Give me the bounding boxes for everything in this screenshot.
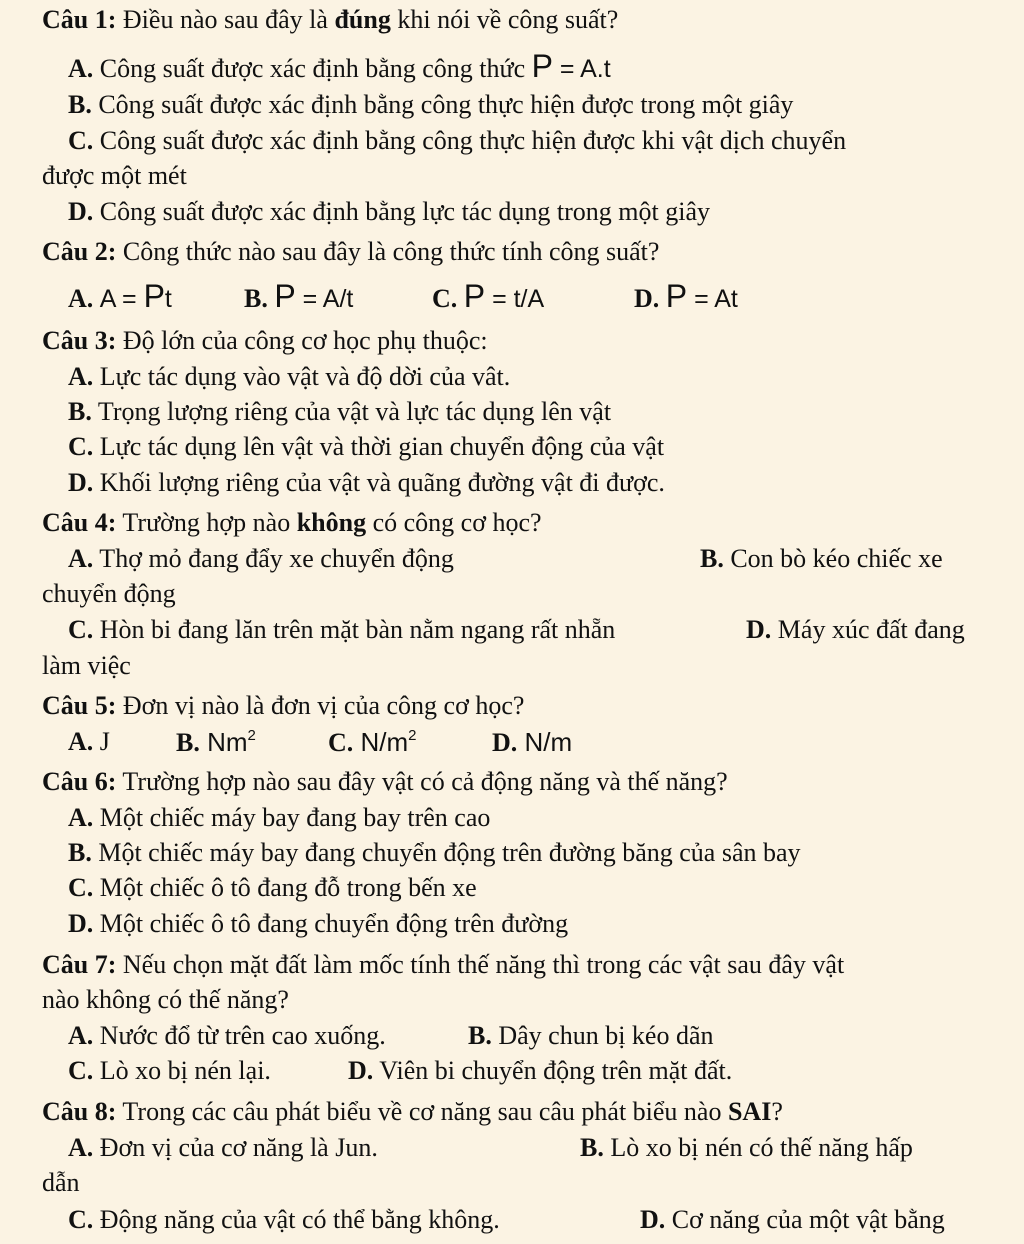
q2-option-d: D. P = At	[634, 278, 738, 314]
q8-title: Câu 8: Trong các câu phát biểu về cơ năng sau câu phát biểu nào SAI?	[42, 1097, 783, 1126]
q3-option-b: B. Trọng lượng riêng của vật và lực tác dụng lên vật	[68, 397, 612, 426]
q3-option-a: A. Lực tác dụng vào vật và độ dời của vât.	[68, 362, 511, 391]
q4-option-b: B. Con bò kéo chiếc xe	[700, 544, 943, 573]
q4-option-c: C. Hòn bi đang lăn trên mặt bàn nằm ngang rất nhẵn	[68, 615, 616, 644]
q2-option-b: B. P = A/t	[244, 278, 354, 314]
q5-option-d: D. N/m	[492, 727, 573, 757]
q4-option-d: D. Máy xúc đất đang	[746, 615, 965, 644]
q6-title: Câu 6: Trường hợp nào sau đây vật có cả động năng và thế năng?	[42, 767, 728, 796]
q4-option-a: A. Thợ mỏ đang đẩy xe chuyển động	[68, 544, 454, 573]
q1-option-c-continued: được một mét	[42, 161, 187, 190]
q6-option-d: D. Một chiếc ô tô đang chuyển động trên đường	[68, 909, 569, 938]
q8-option-d: D. Cơ năng của một vật bằng	[640, 1205, 945, 1234]
q1-option-b: B. Công suất được xác định bằng công thực hiện được trong một giây	[68, 90, 794, 119]
q7-option-d: D. Viên bi chuyển động trên mặt đất.	[348, 1056, 733, 1085]
q1-option-a: A. Công suất được xác định bằng công thức P = A.t	[68, 48, 611, 84]
q7-title-continued: nào không có thế năng?	[42, 985, 289, 1014]
q6-option-b: B. Một chiếc máy bay đang chuyển động trên đường băng của sân bay	[68, 838, 801, 867]
q2-option-c: C. P = t/A	[432, 278, 545, 314]
q6-option-c: C. Một chiếc ô tô đang đỗ trong bến xe	[68, 873, 477, 902]
q4-title: Câu 4: Trường hợp nào không có công cơ học?	[42, 508, 542, 537]
q7-option-b: B. Dây chun bị kéo dãn	[468, 1021, 714, 1050]
q5-option-c: C. $N/m^2$	[328, 727, 417, 757]
q7-option-a: A. Nước đổ từ trên cao xuống.	[68, 1021, 386, 1050]
q6-option-a: A. Một chiếc máy bay đang bay trên cao	[68, 803, 491, 832]
q1-title: Câu 1: Điều nào sau đây là đúng khi nói về công suất?	[42, 5, 619, 34]
q7-option-c: C. Lò xo bị nén lại.	[68, 1056, 271, 1085]
q8-option-b-continued: dẫn	[42, 1168, 80, 1197]
q3-option-c: C. Lực tác dụng lên vật và thời gian chuyển động của vật	[68, 432, 665, 461]
q3-title: Câu 3: Độ lớn của công cơ học phụ thuộc:	[42, 326, 488, 355]
q2-option-a: A. A = Pt	[68, 278, 172, 314]
q7-title: Câu 7: Nếu chọn mặt đất làm mốc tính thế năng thì trong các vật sau đây vật	[42, 950, 845, 979]
q1-option-c: C. Công suất được xác định bằng công thực hiện được khi vật dịch chuyển	[68, 126, 847, 155]
q1-option-d: D. Công suất được xác định bằng lực tác dụng trong một giây	[68, 197, 710, 226]
q5-option-a: A. J	[68, 727, 110, 756]
q4-option-b-continued: chuyển động	[42, 579, 176, 608]
q3-option-d: D. Khối lượng riêng của vật và quãng đường vật đi được.	[68, 468, 665, 497]
q8-option-c: C. Động năng của vật có thể bằng không.	[68, 1205, 500, 1234]
q8-option-a: A. Đơn vị của cơ năng là Jun.	[68, 1133, 378, 1162]
q5-title: Câu 5: Đơn vị nào là đơn vị của công cơ học?	[42, 691, 525, 720]
q8-option-b: B. Lò xo bị nén có thế năng hấp	[580, 1133, 913, 1162]
q2-title: Câu 2: Công thức nào sau đây là công thức tính công suất?	[42, 237, 660, 266]
q4-option-d-continued: làm việc	[42, 651, 131, 680]
q5-option-b: B. Nm$^2$	[176, 727, 256, 757]
